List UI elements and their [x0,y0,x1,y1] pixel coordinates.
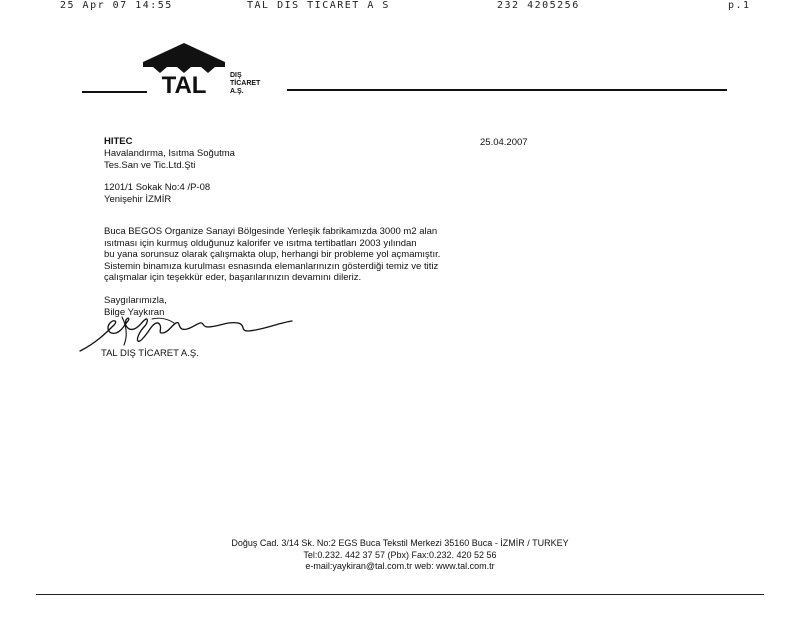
recipient-name: HITEC [104,136,133,147]
body-line: Buca BEGOS Organize Sanayi Bölgesinde Yerleşik fabrikamızda 3000 m2 alan [104,226,438,237]
footer-email-web: e-mail:yaykiran@tal.com.tr web: www.tal.com.tr [305,561,495,571]
tal-logo [137,40,232,96]
letterhead [82,40,727,100]
fax-date: 25 Apr 07 14:55 [60,0,173,11]
letter-closing: Saygılarımızla, [104,295,167,306]
logo-subtitle [230,72,260,96]
body-line: bu yana sorunsuz olarak çalışmakta olup, herhangi bir probleme yol açmamıştır. [104,249,441,260]
fax-transmission-header [0,0,800,14]
fax-sender-company: TAL DIS TICARET A S [247,0,390,11]
footer-address: Doğuş Cad. 3/14 Sk. No:2 EGS Buca Tekstil Merkezi 35160 Buca - İZMİR / TURKEY [231,538,569,548]
letter-footer [0,538,800,573]
signer-company: TAL DIŞ TİCARET A.Ş. [101,348,199,359]
logo-sub-line: A.Ş. [230,88,244,95]
logo-wordmark: TAL [161,72,207,96]
fax-page-number: p.1 [728,0,751,11]
fax-sender-phone: 232 4205256 [497,0,580,11]
logo-sub-line: DIŞ [230,72,242,79]
recipient-company-type: Tes.San ve Tic.Ltd.Şti [104,160,196,171]
body-line: Sistemin binamıza kurulması esnasında elemanlarınızın gösterdiği temiz ve titiz [104,260,439,272]
footer-phone-fax: Tel:0.232. 442 37 57 (Pbx) Fax:0.232. 420 52 56 [303,549,497,560]
body-line: ısıtması için kurmuş olduğunuz kalorifer ve ısıtma tertibatları 2003 yılından [104,237,417,249]
logo-sub-line: TİCARET [230,80,261,87]
body-line: çalışmalar için teşekkür eder, başarılarınızın devamını dileriz. [104,272,362,283]
letter-body [104,226,440,284]
letterhead-rule-right [287,89,727,91]
letter-date: 25.04.2007 [480,137,528,148]
signer-name: Bilge Yaykıran [104,307,165,318]
recipient-description: Havalandırma, Isıtma Soğutma [104,148,235,159]
recipient-city: Yenişehir İZMİR [104,194,172,205]
recipient-street-address: 1201/1 Sokak No:4 /P-08 [104,182,211,193]
footer-divider [36,594,764,595]
